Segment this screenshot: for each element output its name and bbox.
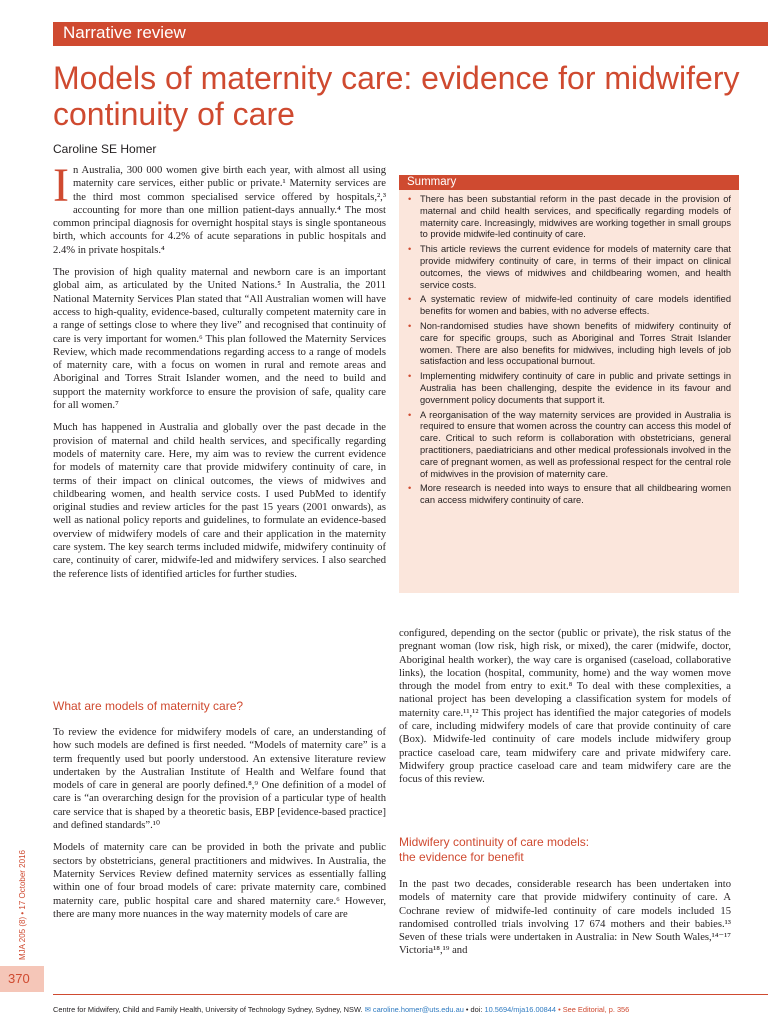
section-label: Narrative review bbox=[63, 23, 186, 42]
summary-box bbox=[399, 175, 739, 593]
drop-cap: I bbox=[53, 159, 69, 212]
paragraph-5: Models of maternity care can be provided in both the private and public sectors by obstetricians, general practitioners and midwives. In Australia, the Maternity Services Review defined maternity services as essentially falling within one of four broad models of care: private maternity care, combined maternity care, public hospital care and shared maternity care.⁶ However, there are many more nuances in the way maternity models of care are bbox=[53, 842, 386, 920]
summary-list bbox=[399, 194, 739, 507]
section-banner bbox=[53, 22, 768, 46]
summary-item: • A systematic review of midwife-led continuity of care models identified benefits for women and babies, with no adverse effects. bbox=[407, 294, 731, 318]
right-column bbox=[399, 627, 731, 796]
footer bbox=[53, 1005, 629, 1014]
paragraph-4: To review the evidence for midwifery models of care, an understanding of how such models are defined is first needed. “Models of maternity care” is a term frequently used but poorly understood. An extensive literature review undertaken by the Australian Institute of Health and Welfare found that models of care in general are poorly defined.⁸,⁹ One definition of a model of care is “an overarching design for the provision of a particular type of health care service that is shaped by a theoretic basis, EBP [evidence-based practice] and defined standards”.¹⁰ bbox=[53, 727, 386, 832]
intro-text: n Australia, 300 000 women give birth each year, with almost all using maternity care services, either public or private.¹ Maternity services are the third most common specialised service offered by hospitals,²,³ accounting for more than one million patient-days annually.⁴ The most common principal diagnosis for overnight hospital stays is single spontaneous birth, which accounts for 4.2% of acute separations in public hospitals and 2.4% in private hospitals.⁴ bbox=[53, 165, 386, 256]
summary-item: • Non-randomised studies have shown benefits of midwifery continuity of care for specific groups, such as Aboriginal and Torres Strait Islander women. There are also benefits for midwives, including high levels of job satisfaction and less occupational burnout. bbox=[407, 321, 731, 368]
footer-email-link[interactable]: caroline.homer@uts.edu.au bbox=[372, 1005, 464, 1014]
footer-editorial-link[interactable]: • See Editorial, p. 356 bbox=[558, 1005, 630, 1014]
paragraph-3: Much has happened in Australia and globally over the past decade in the provision of maternal and child health services, and specifically regarding models of maternity care. Here, my aim was to review the current evidence for models of maternity care that provide midwifery continuity of care, in terms of their impact on clinical outcomes, the views of midwives and childbearing women, and health service costs. I used PubMed to identify original studies and review articles for the past 15 years (2001 onwards), as well as national policy reports and guidelines, to formulate an evidence-based overview of midwifery models of care and their application in the maternity care system. The key search terms included midwife, midwifery continuity of care, continuity of carer, midwife-led and midwifery services. I also searched the reference lists of identified articles for further studies. bbox=[53, 422, 386, 580]
summary-heading: Summary bbox=[399, 175, 739, 190]
footer-doi-link[interactable]: 10.5694/mja16.00844 bbox=[484, 1005, 557, 1014]
summary-item: • Implementing midwifery continuity of care in public and private settings in Australia has been challenging, despite the evidence in its favour and government policy documents that support it. bbox=[407, 371, 731, 406]
journal-issue-side: MJA 205 (8) • 17 October 2016 bbox=[18, 850, 27, 960]
page-number: 370 bbox=[0, 966, 44, 992]
email-icon: ✉ bbox=[364, 1005, 371, 1014]
section-heading-models: What are models of maternity care? bbox=[53, 699, 244, 713]
section-heading-evidence bbox=[399, 835, 731, 865]
heading-line-1: Midwifery continuity of care models: bbox=[399, 835, 590, 849]
left-column-lower bbox=[53, 726, 386, 930]
right-paragraph-1: configured, depending on the sector (public or private), the risk status of the pregnant woman (low risk, high risk, or mixed), the carer (midwife, doctor, Aboriginal health worker), the way care is organised (caseload, collaborative links), the location (hospital, community, home) and the way women move through the model from entry to exit.⁸ To deal with these complexities, a national project has been developing a classification system for models of maternity care.¹¹,¹² This project has identified the major categories of models of care, including midwifery models of care that provide continuity of care (Box). Midwife-led continuity of care models include midwifery group practice caseload care, team midwifery care and private midwifery care. Midwifery group practice caseload care and team midwifery care are the focus of this review. bbox=[399, 628, 731, 786]
heading-line-2: the evidence for benefit bbox=[399, 850, 524, 864]
author-name: Caroline SE Homer bbox=[53, 142, 157, 156]
footer-affiliation: Centre for Midwifery, Child and Family Health, University of Technology Sydney, Sydney, NSW. bbox=[53, 1005, 363, 1014]
summary-item: • This article reviews the current evidence for models of maternity care that provide midwifery continuity of care, in terms of their impact on clinical outcomes, the views of midwives and childbearing women, and health service costs. bbox=[407, 244, 731, 291]
footer-divider bbox=[53, 994, 768, 995]
summary-item: • More research is needed into ways to ensure that all childbearing women can access midwifery continuity of care. bbox=[407, 483, 731, 507]
intro-paragraph bbox=[53, 159, 386, 257]
article-title: Models of maternity care: evidence for midwifery continuity of care bbox=[53, 60, 740, 132]
footer-doi-label: • doi: bbox=[465, 1005, 483, 1014]
left-column bbox=[53, 159, 386, 590]
right-paragraph-2: In the past two decades, considerable research has been undertaken into models of maternity care that provide midwifery continuity of care. A Cochrane review of midwife-led continuity of care models included 15 randomised controlled trials involving 17 674 mothers and their babies.¹³ Seven of these trials were undertaken in Australia: in New South Wales,¹⁴⁻¹⁷ Victoria¹⁸,¹⁹ and bbox=[399, 879, 731, 957]
paragraph-2: The provision of high quality maternal and newborn care is an important global aim, as articulated by the United Nations.⁵ In Australia, the 2011 National Maternity Services Plan stated that “All Australian women will have access to high-quality, evidence-based, culturally competent maternity care in a range of settings close to where they live” and recognised that continuity of care is very important for women.⁶ This plan followed the Maternity Services Review, which made recommendations regarding access to a range of models of maternity care, with a focus on women in rural and remote areas and Aboriginal and Torres Strait Islander women, and the need to build and support the maternity workforce to ensure the provision of safe, quality care for all women.⁷ bbox=[53, 267, 386, 412]
right-column-lower bbox=[399, 878, 731, 967]
summary-item: • There has been substantial reform in the past decade in the provision of maternal and child health services, and specifically regarding models of maternity care. Increasingly, midwives are working together in small groups to provide midwife-led continuity of care. bbox=[407, 194, 731, 241]
summary-item: • A reorganisation of the way maternity services are provided in Australia is required to ensure that women across the country can access this model of care. Critical to such reform is collaboration with obstetricians, general practitioners, paediatricians and other medical professionals involved in the care of pregnant women, as well as professional respect for the central role of midwives in the provision of maternity care. bbox=[407, 410, 731, 481]
